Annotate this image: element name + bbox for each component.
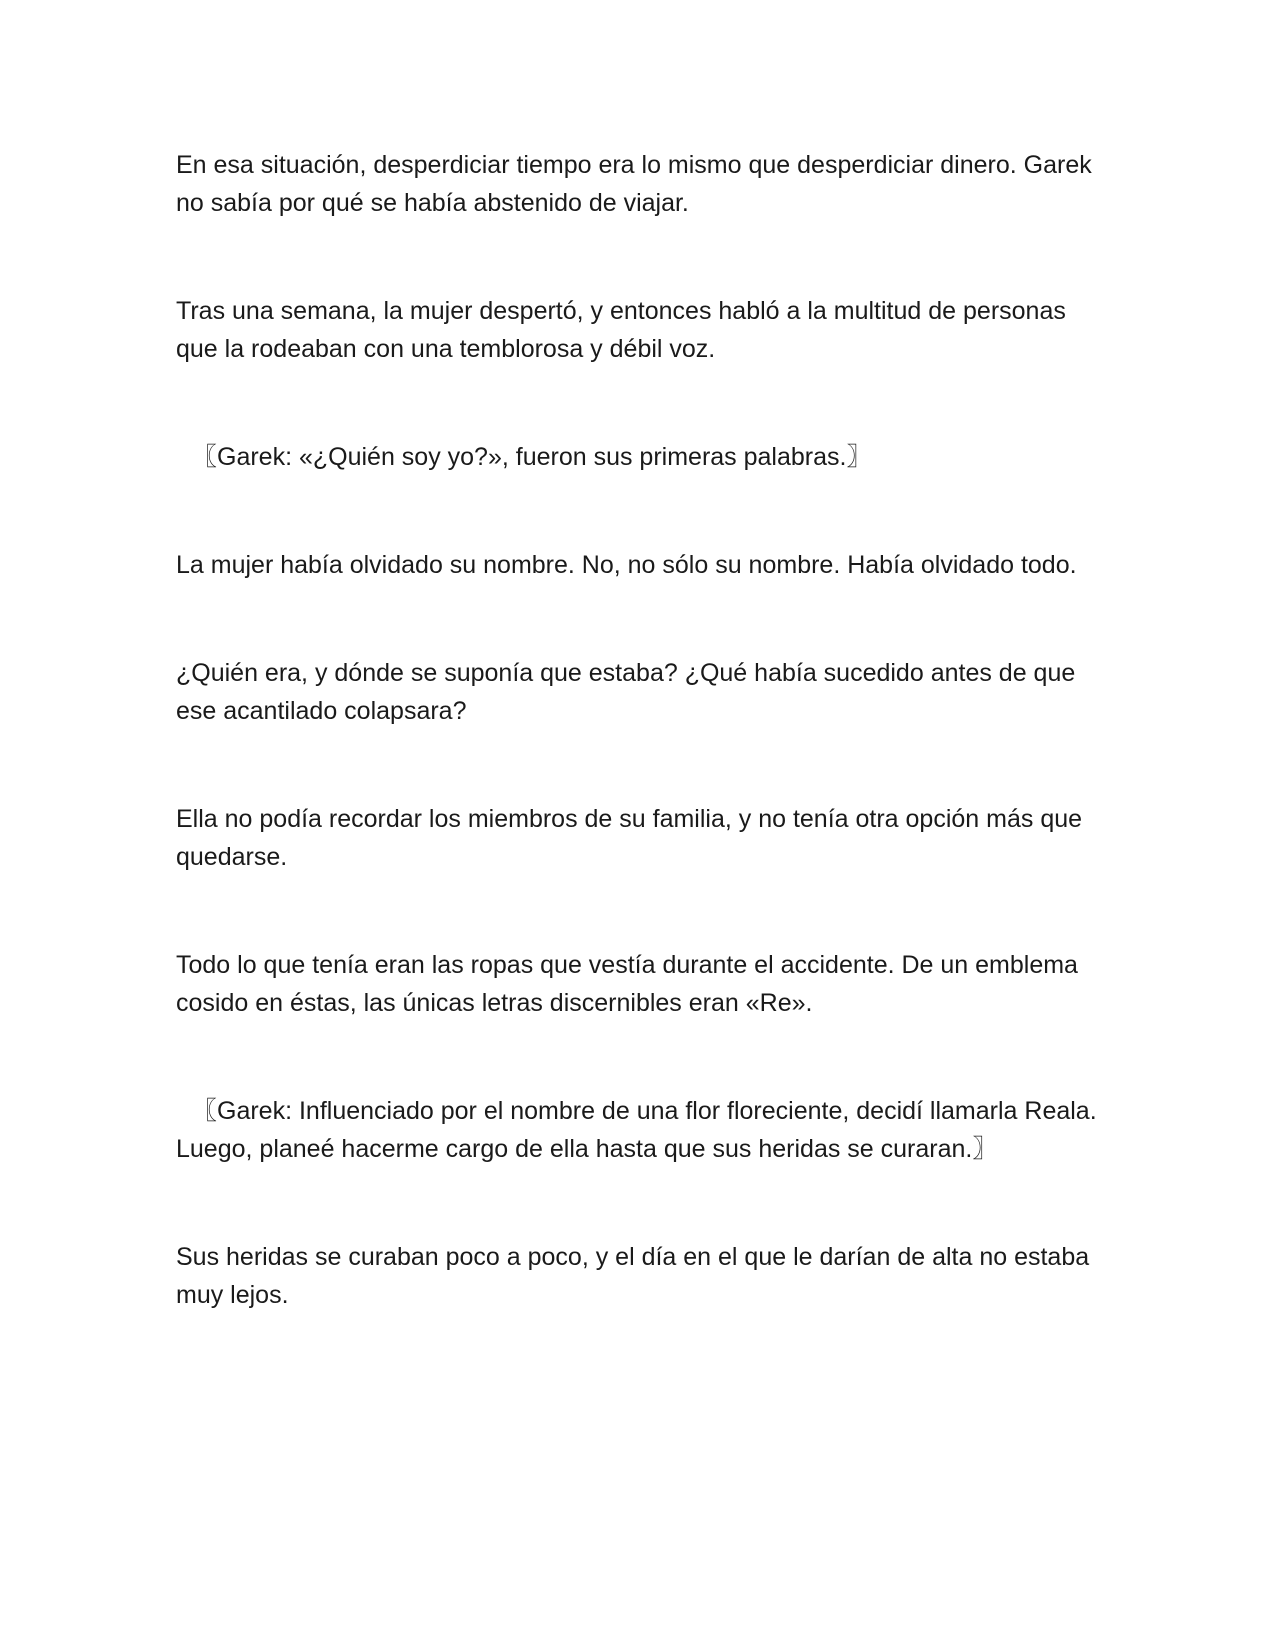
paragraph: Tras una semana, la mujer despertó, y entonces habló a la multitud de personas que la rodeaban con una temblorosa y débil voz. — [176, 297, 1073, 363]
paragraph: Ella no podía recordar los miembros de su familia, y no tenía otra opción más que quedarse. — [176, 805, 1089, 871]
paragraph: ¿Quién era, y dónde se suponía que estaba? ¿Qué había sucedido antes de que ese acantilado colapsara? — [176, 659, 1083, 725]
dialogue-paragraph: 〖Garek: Influenciado por el nombre de una flor floreciente, decidí llamarla Reala. Luego, planeé hacerme cargo de ella hasta que sus heridas se curaran.〗 — [176, 1097, 1104, 1163]
paragraph: Todo lo que tenía eran las ropas que vestía durante el accidente. De un emblema cosido en éstas, las únicas letras discernibles eran «Re». — [176, 951, 1085, 1017]
paragraph: Sus heridas se curaban poco a poco, y el día en el que le darían de alta no estaba muy lejos. — [176, 1243, 1097, 1309]
paragraph: La mujer había olvidado su nombre. No, no sólo su nombre. Había olvidado todo. — [176, 551, 1077, 579]
paragraph: En esa situación, desperdiciar tiempo era lo mismo que desperdiciar dinero. Garek no sabía por qué se había abstenido de viajar. — [176, 151, 1099, 217]
document-body — [176, 146, 1106, 1384]
dialogue-paragraph: 〖Garek: «¿Quién soy yo?», fueron sus primeras palabras.〗 — [192, 443, 872, 471]
